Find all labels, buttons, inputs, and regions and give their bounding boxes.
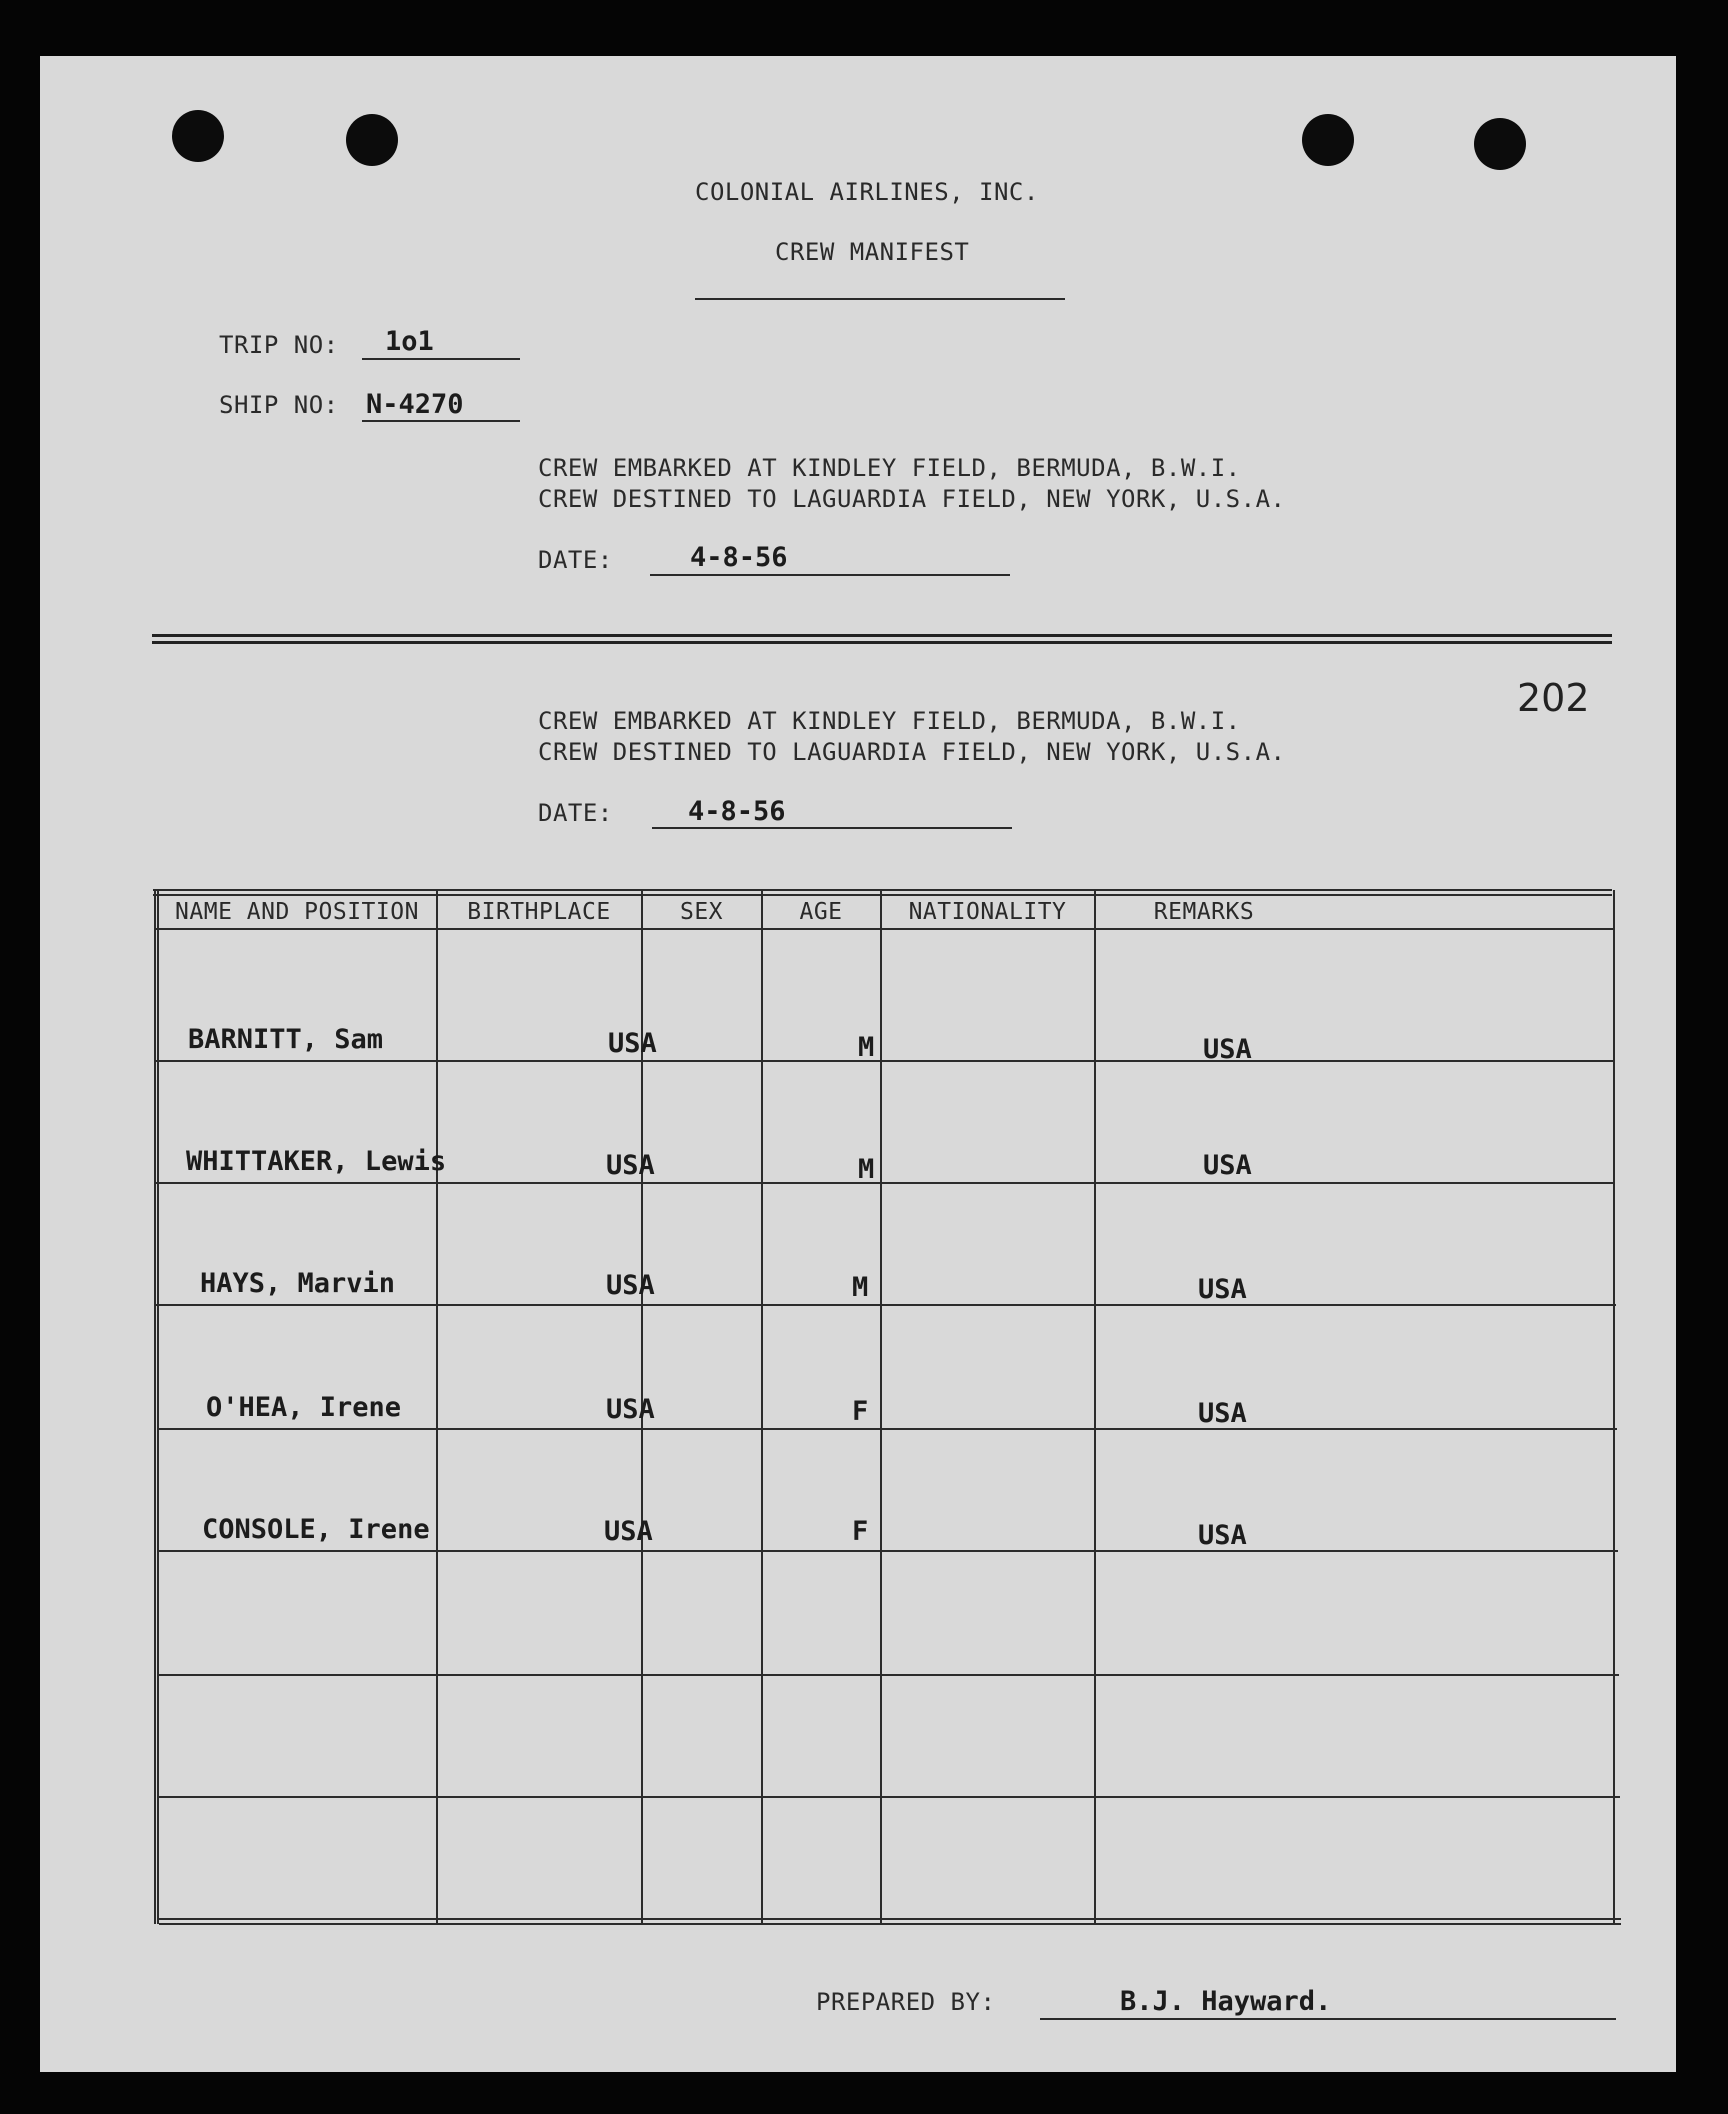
trip-value: 1o1 bbox=[385, 326, 434, 357]
punch-hole-3 bbox=[1302, 114, 1354, 166]
crew-birthplace: USA bbox=[608, 1028, 657, 1059]
crew-sex: M bbox=[858, 1032, 875, 1063]
crew-name: HAYS, Marvin bbox=[200, 1268, 396, 1299]
divider-rule-1 bbox=[152, 634, 1612, 637]
table-row-line bbox=[158, 1674, 1619, 1676]
table-header-line bbox=[155, 928, 1614, 930]
table-row-line bbox=[158, 1550, 1618, 1552]
column-header-nationality: NATIONALITY bbox=[908, 899, 1067, 925]
table-row-line bbox=[159, 1796, 1620, 1798]
manifest-title: CREW MANIFEST bbox=[775, 238, 970, 266]
table-col-line bbox=[436, 890, 438, 1924]
column-header-remarks: REMARKS bbox=[1153, 899, 1255, 925]
prepared-label: PREPARED BY: bbox=[816, 1988, 996, 2016]
column-header-birthplace: BIRTHPLACE bbox=[467, 899, 611, 925]
bottom-date-value: 4-8-56 bbox=[688, 796, 786, 827]
top-destined-line: CREW DESTINED TO LAGUARDIA FIELD, NEW YORK, U.S.A. bbox=[538, 485, 1286, 513]
divider-rule-2 bbox=[152, 641, 1612, 644]
crew-birthplace: USA bbox=[606, 1150, 655, 1181]
ship-label: SHIP NO: bbox=[219, 391, 339, 419]
ship-underline bbox=[362, 420, 520, 422]
company-name: COLONIAL AIRLINES, INC. bbox=[695, 178, 1039, 206]
crew-sex: M bbox=[858, 1154, 875, 1185]
crew-birthplace: USA bbox=[606, 1270, 655, 1301]
crew-name: WHITTAKER, Lewis bbox=[186, 1146, 447, 1177]
crew-name: CONSOLE, Irene bbox=[202, 1514, 430, 1545]
top-date-value: 4-8-56 bbox=[690, 542, 788, 573]
manifest-sheet bbox=[40, 56, 1676, 2072]
top-embarked-line: CREW EMBARKED AT KINDLEY FIELD, BERMUDA, B.W.I. bbox=[538, 454, 1241, 482]
crew-birthplace: USA bbox=[606, 1394, 655, 1425]
table-col-line bbox=[1613, 890, 1615, 1924]
punch-hole-2 bbox=[346, 114, 398, 166]
crew-sex: M bbox=[852, 1272, 869, 1303]
crew-nationality: USA bbox=[1198, 1520, 1247, 1551]
table-top-line bbox=[153, 889, 1612, 891]
crew-sex: F bbox=[852, 1396, 869, 1427]
prepared-underline bbox=[1040, 2018, 1616, 2020]
table-row-line bbox=[156, 1182, 1615, 1184]
bottom-embarked-line: CREW EMBARKED AT KINDLEY FIELD, BERMUDA, B.W.I. bbox=[538, 707, 1241, 735]
top-date-underline bbox=[650, 574, 1010, 576]
crew-birthplace: USA bbox=[604, 1516, 653, 1547]
crew-nationality: USA bbox=[1203, 1150, 1252, 1181]
bottom-date-underline bbox=[652, 827, 1012, 829]
table-col-line bbox=[1094, 890, 1096, 1924]
column-header-name: NAME AND POSITION bbox=[175, 899, 419, 925]
column-header-age: AGE bbox=[799, 899, 843, 925]
bottom-date-label: DATE: bbox=[538, 799, 613, 827]
table-bottom-line bbox=[159, 1918, 1621, 1920]
trip-underline bbox=[362, 358, 520, 360]
crew-name: BARNITT, Sam bbox=[188, 1024, 384, 1055]
ship-value: N-4270 bbox=[366, 389, 464, 420]
table-row-line bbox=[155, 1060, 1614, 1062]
table-bottom-line-inner bbox=[159, 1923, 1621, 1925]
table-col-line bbox=[157, 890, 159, 1924]
crew-nationality: USA bbox=[1203, 1034, 1252, 1065]
title-underline bbox=[695, 298, 1065, 300]
page-number: 202 bbox=[1517, 676, 1590, 720]
crew-nationality: USA bbox=[1198, 1274, 1247, 1305]
prepared-value: B.J. Hayward. bbox=[1120, 1986, 1332, 2017]
crew-nationality: USA bbox=[1198, 1398, 1247, 1429]
top-date-label: DATE: bbox=[538, 546, 613, 574]
trip-label: TRIP NO: bbox=[219, 331, 339, 359]
table-row-line bbox=[157, 1428, 1617, 1430]
table-col-line bbox=[880, 890, 882, 1924]
crew-name: O'HEA, Irene bbox=[206, 1392, 402, 1423]
table-top-line-inner bbox=[153, 894, 1612, 896]
punch-hole-4 bbox=[1474, 118, 1526, 170]
column-header-sex: SEX bbox=[679, 899, 724, 925]
crew-sex: F bbox=[852, 1516, 869, 1547]
punch-hole-1 bbox=[172, 110, 224, 162]
bottom-destined-line: CREW DESTINED TO LAGUARDIA FIELD, NEW YORK, U.S.A. bbox=[538, 738, 1286, 766]
table-row-line bbox=[156, 1304, 1616, 1306]
table-col-line bbox=[761, 890, 763, 1924]
table-col-line bbox=[154, 890, 156, 1924]
